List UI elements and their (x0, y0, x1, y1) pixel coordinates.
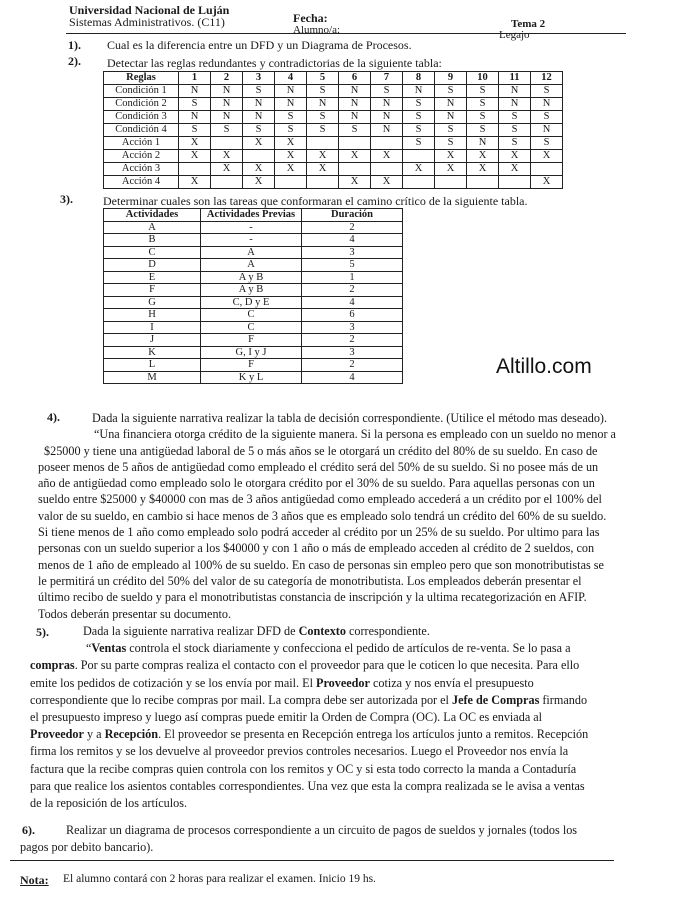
rules-cell: X (371, 150, 403, 163)
q4-line-2: “Una financiera otorga crédito de la siguiente manera. Si la persona es empleado con un sueldo no menor a (94, 427, 616, 442)
q4-line-8: Si tiene menos de 1 año como empleado solo podrá acceder al crédito por un 25% de su sueldo. Por ultimo para las (38, 525, 600, 540)
rules-row-label: Condición 4 (104, 124, 179, 137)
activities-cell: 2 (302, 284, 403, 297)
rules-row-label: Acción 1 (104, 137, 179, 150)
rules-cell (275, 176, 307, 189)
table-row (104, 309, 403, 322)
q4-line-10: menos de 1 año de empleado al 100% de su sueldo. En caso de personas sin empleo pero que son monotributistas se (38, 557, 604, 572)
q5-line-9: para que realice los asientos contables correspondientes. Una vez que esta la compra realizada se le avisa a ventas (30, 778, 585, 793)
activities-cell: B (104, 234, 201, 247)
rules-cell (467, 176, 499, 189)
rules-cell: N (243, 111, 275, 124)
q3-text: Determinar cuales son las tareas que conformaran el camino crítico de la siguiente tabla. (103, 194, 528, 208)
activities-cell: I (104, 321, 201, 334)
rules-row-label: Acción 2 (104, 150, 179, 163)
rules-cell: X (179, 137, 211, 150)
q5-line-8: factura que la recibe compras quien controla con los remitos y OC y si esta todo correcto la manda a Contaduría (30, 761, 577, 776)
activities-cell: 3 (302, 346, 403, 359)
activities-header-cell: Actividades Previas (201, 209, 302, 222)
rules-cell (499, 176, 531, 189)
table-row (104, 359, 403, 372)
rules-cell: S (243, 85, 275, 98)
activities-cell: C (104, 246, 201, 259)
activities-cell: 2 (302, 221, 403, 234)
activities-cell: G, I y J (201, 346, 302, 359)
q5-line-6b: y a (83, 727, 105, 742)
activities-cell: 3 (302, 246, 403, 259)
q5-quote: “ (86, 641, 92, 656)
rules-header-cell: 11 (499, 72, 531, 85)
q1-text: Cual es la diferencia entre un DFD y un Diagrama de Procesos. (107, 38, 412, 52)
rules-cell: N (243, 98, 275, 111)
table-row (104, 246, 403, 259)
rules-cell: X (435, 163, 467, 176)
rules-cell: N (531, 124, 563, 137)
rules-cell: X (467, 150, 499, 163)
activities-cell: K (104, 346, 201, 359)
rules-cell: X (499, 150, 531, 163)
q3-number: 3). (60, 192, 73, 206)
footer-divider (10, 860, 614, 861)
activities-cell: 4 (302, 296, 403, 309)
rules-header-cell: 6 (339, 72, 371, 85)
rules-cell: X (243, 137, 275, 150)
activities-cell: K y L (201, 371, 302, 384)
table-row (104, 284, 403, 297)
rules-cell: X (467, 163, 499, 176)
activities-cell: A (201, 259, 302, 272)
date-label: Fecha: (293, 11, 328, 25)
course-name: Sistemas Administrativos. (C11) (69, 15, 225, 29)
rules-cell: S (403, 124, 435, 137)
rules-cell: N (179, 85, 211, 98)
q4-line-3: $25000 y tiene una antigüedad laboral de 5 o más años se le otorgará un crédito del 80% de su sueldo. En caso de (44, 443, 598, 458)
q5-paragraph (30, 623, 676, 812)
rules-cell: X (211, 150, 243, 163)
rules-header-cell: 10 (467, 72, 499, 85)
rules-header-cell: 5 (307, 72, 339, 85)
rules-cell: S (531, 137, 563, 150)
rules-cell: X (275, 163, 307, 176)
activities-cell: 1 (302, 271, 403, 284)
rules-row-label: Acción 4 (104, 176, 179, 189)
rules-header-cell: 4 (275, 72, 307, 85)
activities-cell: C, D y E (201, 296, 302, 309)
q5-line-10: de la reposición de los artículos. (30, 796, 188, 811)
rules-cell: N (339, 98, 371, 111)
rules-row-label: Condición 1 (104, 85, 179, 98)
q4-line-1: Dada la siguiente narrativa realizar la tabla de decisión correspondiente. (Utilice el método mas deseado). (92, 411, 608, 425)
activities-header-cell: Actividades (104, 209, 201, 222)
table-row (104, 371, 403, 384)
rules-cell: X (243, 176, 275, 189)
rules-cell: N (371, 124, 403, 137)
rules-header-cell: 2 (211, 72, 243, 85)
activities-cell: L (104, 359, 201, 372)
rules-cell: X (307, 150, 339, 163)
q6-paragraph (20, 822, 680, 856)
rules-cell: N (339, 111, 371, 124)
q5-jefe-compras: Jefe de Compras (451, 692, 540, 707)
q4-line-5: año de antigüedad como empleado solo le otorgara crédito por el 30% de su sueldo. Para aquellas personas con un (38, 476, 595, 491)
rules-cell: S (371, 85, 403, 98)
rules-cell: S (179, 124, 211, 137)
q5-proveedor: Proveedor (316, 675, 370, 690)
rules-cell: X (531, 150, 563, 163)
rules-cell: X (371, 176, 403, 189)
table-row (104, 234, 403, 247)
rules-cell (403, 176, 435, 189)
q4-line-11: le permitirá un crédito del 50% del valor de su categoría de monotributista. Los empleados deberán presentar el (38, 573, 582, 588)
q5-intro: Dada la siguiente narrativa realizar DFD de (83, 624, 299, 638)
activities-cell: D (104, 259, 201, 272)
rules-cell: S (531, 85, 563, 98)
rules-cell: N (339, 85, 371, 98)
rules-cell: S (307, 85, 339, 98)
theme-label: Tema 2 (511, 18, 546, 30)
q6-line-1: Realizar un diagrama de procesos correspondiente a un circuito de pagos de sueldos y jornales (todos los (66, 823, 578, 837)
rules-row-label: Acción 3 (104, 163, 179, 176)
activities-cell: G (104, 296, 201, 309)
rules-cell: X (243, 163, 275, 176)
q4-line-12: último recibo de sueldo y para el monotributistas constancia de inscripción y la ultima recategorización en AFIP. (38, 590, 587, 605)
activities-cell: E (104, 271, 201, 284)
activities-table (103, 208, 403, 384)
q5-line-3a: emite los pedidos de cotización y se los envía por mail. El (30, 675, 316, 690)
rules-cell: S (243, 124, 275, 137)
rules-cell: S (403, 137, 435, 150)
q5-intro-bold: Contexto (298, 624, 346, 638)
rules-cell: X (275, 137, 307, 150)
activities-cell: M (104, 371, 201, 384)
q4-line-7: valor de su sueldo, en cambio si hace menos de 3 años que es empleado solo tendrá un crédito del 60% de su sueldo. (38, 508, 607, 523)
rules-cell: N (307, 98, 339, 111)
q6-number: 6). (22, 823, 35, 837)
rules-cell: X (499, 163, 531, 176)
rules-header-cell: 9 (435, 72, 467, 85)
q4-line-13: Todos deberán presentar su documento. (38, 606, 232, 621)
activities-cell: 2 (302, 334, 403, 347)
rules-cell: X (531, 176, 563, 189)
q2-text: Detectar las reglas redundantes y contradictorias de la siguiente tabla: (107, 56, 442, 70)
table-row (104, 124, 563, 137)
q4-line-6: sueldo entre $25000 y $40000 con mas de 3 años antigüedad como empleado accederá a un crédito por el 100% del (38, 492, 602, 507)
rules-header-cell: 1 (179, 72, 211, 85)
activities-cell: C (201, 309, 302, 322)
rules-cell: N (403, 85, 435, 98)
activities-cell: - (201, 221, 302, 234)
q5-line-6d: . El proveedor se presenta en Recepción entrega los artículos junto a remitos. Recepción (158, 727, 589, 742)
activities-cell: 4 (302, 234, 403, 247)
rules-cell: X (211, 163, 243, 176)
q5-line-4a: correspondiente que lo recibe compras por mail. La compra debe ser autorizada por el (30, 692, 452, 707)
q4-paragraph (38, 410, 664, 622)
q5-compras: compras (30, 658, 75, 673)
q5-line-1: controla el stock diariamente y confecciona el pedido de artículos de re-venta. Se lo pasa a (126, 641, 571, 656)
q5-number: 5). (36, 625, 49, 639)
rules-cell: S (467, 111, 499, 124)
rules-cell: S (531, 111, 563, 124)
rules-cell: N (531, 98, 563, 111)
rules-cell: S (435, 137, 467, 150)
table-row (104, 221, 403, 234)
activities-header-cell: Duración (302, 209, 403, 222)
rules-cell: S (275, 124, 307, 137)
activities-cell: F (201, 359, 302, 372)
q4-line-4: poseer menos de 5 años de antigüedad como empleado el crédito será del 50% de su sueldo. Si no posee más de un (38, 459, 599, 474)
rules-cell (243, 150, 275, 163)
rules-header-cell: 7 (371, 72, 403, 85)
table-row (104, 334, 403, 347)
activities-cell: 5 (302, 259, 403, 272)
q5-recepcion: Recepción (104, 727, 159, 742)
table-row (104, 321, 403, 334)
activities-cell: A (104, 221, 201, 234)
activities-cell: A y B (201, 284, 302, 297)
activities-cell: F (104, 284, 201, 297)
rules-cell (531, 163, 563, 176)
rules-cell (307, 137, 339, 150)
q5-line-2: . Por su parte compras realiza el contacto con el proveedor para que le coticen lo que necesita. Para ello (74, 658, 580, 673)
q5-ventas: Ventas (91, 641, 127, 656)
activities-cell: - (201, 234, 302, 247)
rules-cell: S (179, 98, 211, 111)
rules-cell: X (403, 163, 435, 176)
rules-cell: N (211, 85, 243, 98)
rules-cell: N (371, 98, 403, 111)
student-label: Alumno/a: (293, 24, 341, 36)
rules-cell: S (499, 111, 531, 124)
q5-line-3c: cotiza y nos envía el presupuesto (369, 675, 534, 690)
rules-cell: S (403, 111, 435, 124)
rules-header-cell: 12 (531, 72, 563, 85)
rules-cell: S (435, 85, 467, 98)
table-row (104, 176, 563, 189)
rules-cell: N (499, 98, 531, 111)
rules-cell: N (371, 111, 403, 124)
activities-cell: H (104, 309, 201, 322)
rules-cell: N (179, 111, 211, 124)
rules-cell (339, 137, 371, 150)
rules-cell: N (499, 85, 531, 98)
rules-cell (179, 163, 211, 176)
rules-header-cell: Reglas (104, 72, 179, 85)
rules-cell: N (275, 98, 307, 111)
rules-cell (403, 150, 435, 163)
table-row (104, 150, 563, 163)
rules-cell: S (275, 111, 307, 124)
rules-cell (435, 176, 467, 189)
rules-cell: S (467, 124, 499, 137)
header-divider (66, 33, 626, 34)
rules-cell: S (467, 85, 499, 98)
rules-row-label: Condición 3 (104, 111, 179, 124)
q2-number: 2). (68, 54, 81, 68)
note-text: El alumno contará con 2 horas para realizar el examen. Inicio 19 hs. (63, 873, 376, 885)
rules-cell: S (467, 98, 499, 111)
rules-cell: S (211, 124, 243, 137)
rules-cell: S (435, 124, 467, 137)
rules-header-cell: 3 (243, 72, 275, 85)
activities-cell: J (104, 334, 201, 347)
rules-cell: S (403, 98, 435, 111)
activities-cell: 6 (302, 309, 403, 322)
rules-cell (339, 163, 371, 176)
q6-line-2: pagos por debito bancario). (20, 840, 154, 854)
table-row (104, 163, 563, 176)
rules-row-label: Condición 2 (104, 98, 179, 111)
rules-cell (211, 176, 243, 189)
rules-cell (307, 176, 339, 189)
q5-line-7: firma los remitos y se los devuelve al proveedor previos controles necesarios. Luego el Proveedor nos envía la (30, 744, 569, 759)
rules-cell: S (499, 124, 531, 137)
rules-header-cell: 8 (403, 72, 435, 85)
watermark-text: Altillo.com (496, 355, 592, 378)
rules-cell (371, 137, 403, 150)
q5-line-4c: firmando (539, 692, 588, 707)
rules-table (103, 71, 563, 189)
note-label: Nota: (20, 873, 49, 887)
q4-number: 4). (47, 410, 60, 424)
rules-cell: N (211, 98, 243, 111)
table-row (104, 85, 563, 98)
table-row (104, 98, 563, 111)
activities-cell: 4 (302, 371, 403, 384)
table-row (104, 137, 563, 150)
rules-cell: N (211, 111, 243, 124)
table-row (104, 111, 563, 124)
activities-cell: A y B (201, 271, 302, 284)
rules-cell: X (179, 176, 211, 189)
rules-cell: X (339, 150, 371, 163)
table-row (104, 296, 403, 309)
rules-cell: X (275, 150, 307, 163)
rules-cell: N (435, 111, 467, 124)
rules-cell: X (339, 176, 371, 189)
q1-number: 1). (68, 38, 81, 52)
activities-cell: 3 (302, 321, 403, 334)
rules-cell (211, 137, 243, 150)
rules-cell: S (307, 111, 339, 124)
table-row (104, 259, 403, 272)
q5-line-5: el presupuesto impreso y luego así compras puede emitir la Orden de Compra (OC). La OC es enviada al (30, 710, 543, 725)
activities-cell: C (201, 321, 302, 334)
rules-cell: X (179, 150, 211, 163)
table-row (104, 271, 403, 284)
university-name: Universidad Nacional de Luján (69, 3, 230, 17)
rules-cell: N (435, 98, 467, 111)
rules-cell: X (435, 150, 467, 163)
q5-proveedor-2: Proveedor (30, 727, 84, 742)
rules-cell: X (307, 163, 339, 176)
rules-cell: N (467, 137, 499, 150)
activities-cell: 2 (302, 359, 403, 372)
activities-cell: A (201, 246, 302, 259)
rules-cell (371, 163, 403, 176)
activities-cell: F (201, 334, 302, 347)
q4-line-9: personas con un sueldo superior a los $40000 y con 1 año o más de empleado acceden al crédito de 2 sueldos, con (38, 541, 595, 556)
rules-cell: S (339, 124, 371, 137)
rules-cell: N (275, 85, 307, 98)
legajo-label: Legajo (499, 29, 530, 41)
table-row (104, 346, 403, 359)
rules-cell: S (307, 124, 339, 137)
rules-cell: S (499, 137, 531, 150)
q5-intro-end: correspondiente. (345, 624, 430, 638)
